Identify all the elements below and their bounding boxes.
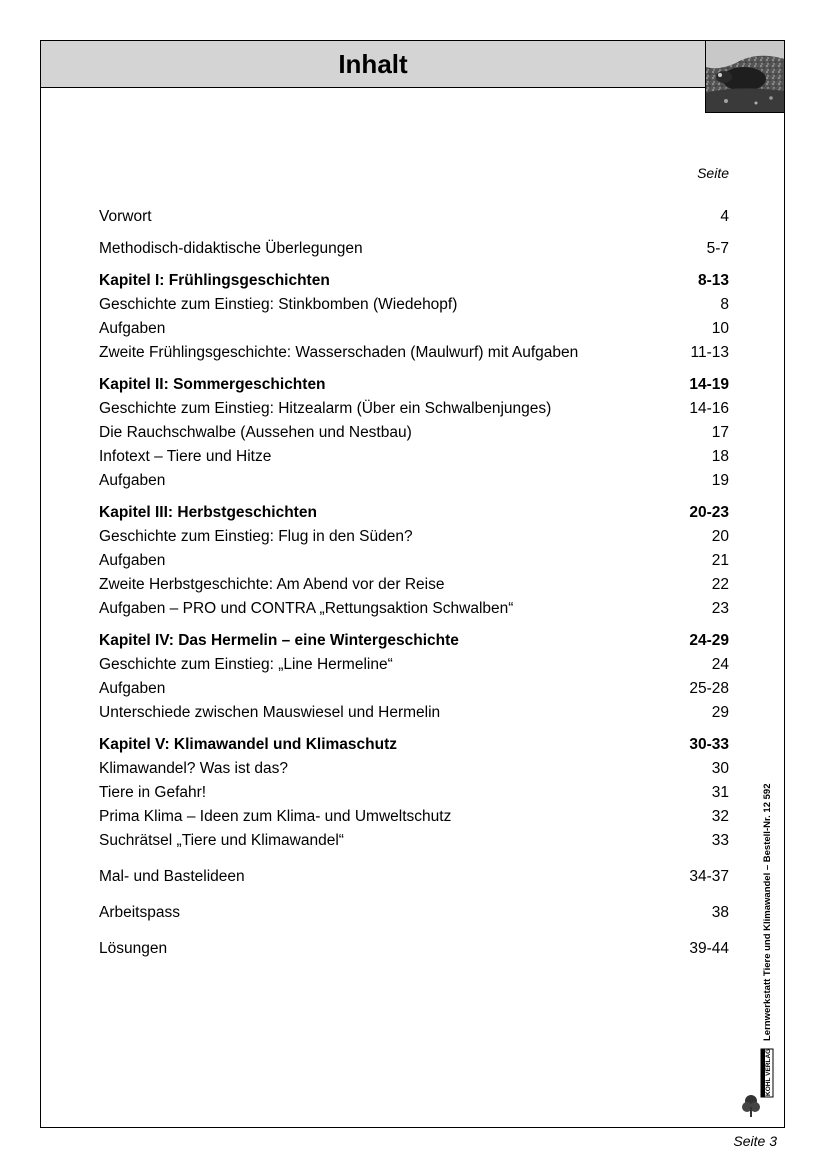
toc-entry-page: 8 xyxy=(720,296,729,313)
toc-entry-title: Geschichte zum Einstieg: Hitzealarm (Über ein Schwalbenjunges) xyxy=(99,400,552,417)
toc-row xyxy=(99,866,729,888)
toc-row xyxy=(99,342,729,364)
toc-entry-title: Arbeitspass xyxy=(99,904,180,921)
toc-entry-title: Infotext – Tiere und Hitze xyxy=(99,448,272,465)
toc-entry-title: Kapitel II: Sommergeschichten xyxy=(99,376,326,393)
toc-row xyxy=(99,550,729,572)
toc-row xyxy=(99,902,729,924)
toc-entry-page: 24-29 xyxy=(689,632,729,649)
toc-row xyxy=(99,422,729,444)
page-title: Inhalt xyxy=(41,41,705,88)
toc-entry-title: Unterschiede zwischen Mauswiesel und Hermelin xyxy=(99,704,441,721)
toc-entry-title: Zweite Herbstgeschichte: Am Abend vor der Reise xyxy=(99,576,445,593)
toc-entry-title: Geschichte zum Einstieg: Flug in den Süden? xyxy=(99,528,413,545)
toc-entry-page: 33 xyxy=(711,832,729,849)
toc-entry-page: 30-33 xyxy=(689,736,729,753)
toc-entry-page: 18 xyxy=(711,448,729,465)
toc-row xyxy=(99,526,729,548)
toc-entry-page: 14-16 xyxy=(689,400,729,417)
toc-entry-title: Kapitel IV: Das Hermelin – eine Wintergeschichte xyxy=(99,632,459,649)
toc-entry-page: 5-7 xyxy=(706,240,729,257)
toc-entry-title: Klimawandel? Was ist das? xyxy=(99,760,288,777)
toc-entry-title: Mal- und Bastelideen xyxy=(99,868,245,885)
toc-entry-page: 31 xyxy=(711,784,729,801)
toc-entry-title: Lösungen xyxy=(99,940,168,957)
toc-row xyxy=(99,598,729,620)
toc-entry-page: 20-23 xyxy=(689,504,729,521)
toc-entry-title: Die Rauchschwalbe (Aussehen und Nestbau) xyxy=(99,424,412,441)
toc-entry-page: 24 xyxy=(711,656,729,673)
toc-entry-title: Tiere in Gefahr! xyxy=(99,784,207,801)
page-column-label: Seite xyxy=(697,165,729,181)
toc-entry-title: Aufgaben xyxy=(99,552,166,569)
toc-entry-page: 23 xyxy=(711,600,729,617)
toc-entry-title: Kapitel III: Herbstgeschichten xyxy=(99,504,317,521)
toc-entry-page: 22 xyxy=(711,576,729,593)
toc-entry-title: Methodisch-didaktische Überlegungen xyxy=(99,240,363,257)
mole-photo xyxy=(705,41,784,113)
toc-row xyxy=(99,782,729,804)
toc-row xyxy=(99,678,729,700)
toc-entry-page: 30 xyxy=(711,760,729,777)
toc-entry-page: 32 xyxy=(711,808,729,825)
toc-entry-title: Aufgaben xyxy=(99,680,166,697)
toc-entry-page: 25-28 xyxy=(689,680,729,697)
page-frame xyxy=(40,40,785,1128)
toc-row xyxy=(99,318,729,340)
toc-entry-page: 34-37 xyxy=(689,868,729,885)
toc-chapter-row xyxy=(99,502,729,524)
order-info: Lernwerkstatt Tiere und Klimawandel – Bestell-Nr. 12 592 xyxy=(762,783,773,1041)
toc-entry-page: 8-13 xyxy=(697,272,729,289)
toc-entry-page: 4 xyxy=(720,208,729,225)
toc-entry-title: Geschichte zum Einstieg: „Line Hermeline“ xyxy=(99,656,393,673)
toc-entry-title: Zweite Frühlingsgeschichte: Wasserschaden (Maulwurf) mit Aufgaben xyxy=(99,344,579,361)
toc-row xyxy=(99,470,729,492)
toc-entry-title: Kapitel V: Klimawandel und Klimaschutz xyxy=(99,736,397,753)
toc-row xyxy=(99,574,729,596)
toc-entry-title: Suchrätsel „Tiere und Klimawandel“ xyxy=(99,832,344,849)
toc-entry-page: 11-13 xyxy=(690,344,729,361)
toc-entry-page: 10 xyxy=(711,320,729,337)
toc-entry-title: Aufgaben xyxy=(99,320,166,337)
toc-row xyxy=(99,830,729,852)
logo-text: KOHL VERLAG xyxy=(765,1048,772,1096)
toc-entry-page: 19 xyxy=(711,472,729,489)
toc-row xyxy=(99,206,729,228)
toc-entry-title: Kapitel I: Frühlingsgeschichten xyxy=(99,272,330,289)
toc-chapter-row xyxy=(99,734,729,756)
toc-row xyxy=(99,758,729,780)
toc-entry-title: Aufgaben – PRO und CONTRA „Rettungsaktion Schwalben“ xyxy=(99,600,514,617)
toc-row xyxy=(99,398,729,420)
toc-row xyxy=(99,702,729,724)
toc-entry-page: 14-19 xyxy=(689,376,729,393)
toc-entry-title: Prima Klima – Ideen zum Klima- und Umweltschutz xyxy=(99,808,452,825)
toc-entry-page: 20 xyxy=(711,528,729,545)
toc-row xyxy=(99,238,729,260)
toc-entry-page: 38 xyxy=(711,904,729,921)
toc-entry-page: 29 xyxy=(711,704,729,721)
toc-chapter-row xyxy=(99,270,729,292)
toc-entry-page: 21 xyxy=(711,552,729,569)
toc-row xyxy=(99,294,729,316)
toc-chapter-row xyxy=(99,630,729,652)
toc-entry-page: 39-44 xyxy=(689,940,729,957)
page-number: Seite 3 xyxy=(733,1133,777,1149)
toc-row xyxy=(99,938,729,960)
toc-chapter-row xyxy=(99,374,729,396)
toc-entry-title: Geschichte zum Einstieg: Stinkbomben (Wiedehopf) xyxy=(99,296,458,313)
toc-row xyxy=(99,446,729,468)
toc-row xyxy=(99,654,729,676)
toc-entry-title: Vorwort xyxy=(99,208,152,225)
toc-entry-title: Aufgaben xyxy=(99,472,166,489)
toc-entry-page: 17 xyxy=(711,424,729,441)
publisher-logo xyxy=(741,1041,781,1121)
toc-row xyxy=(99,806,729,828)
